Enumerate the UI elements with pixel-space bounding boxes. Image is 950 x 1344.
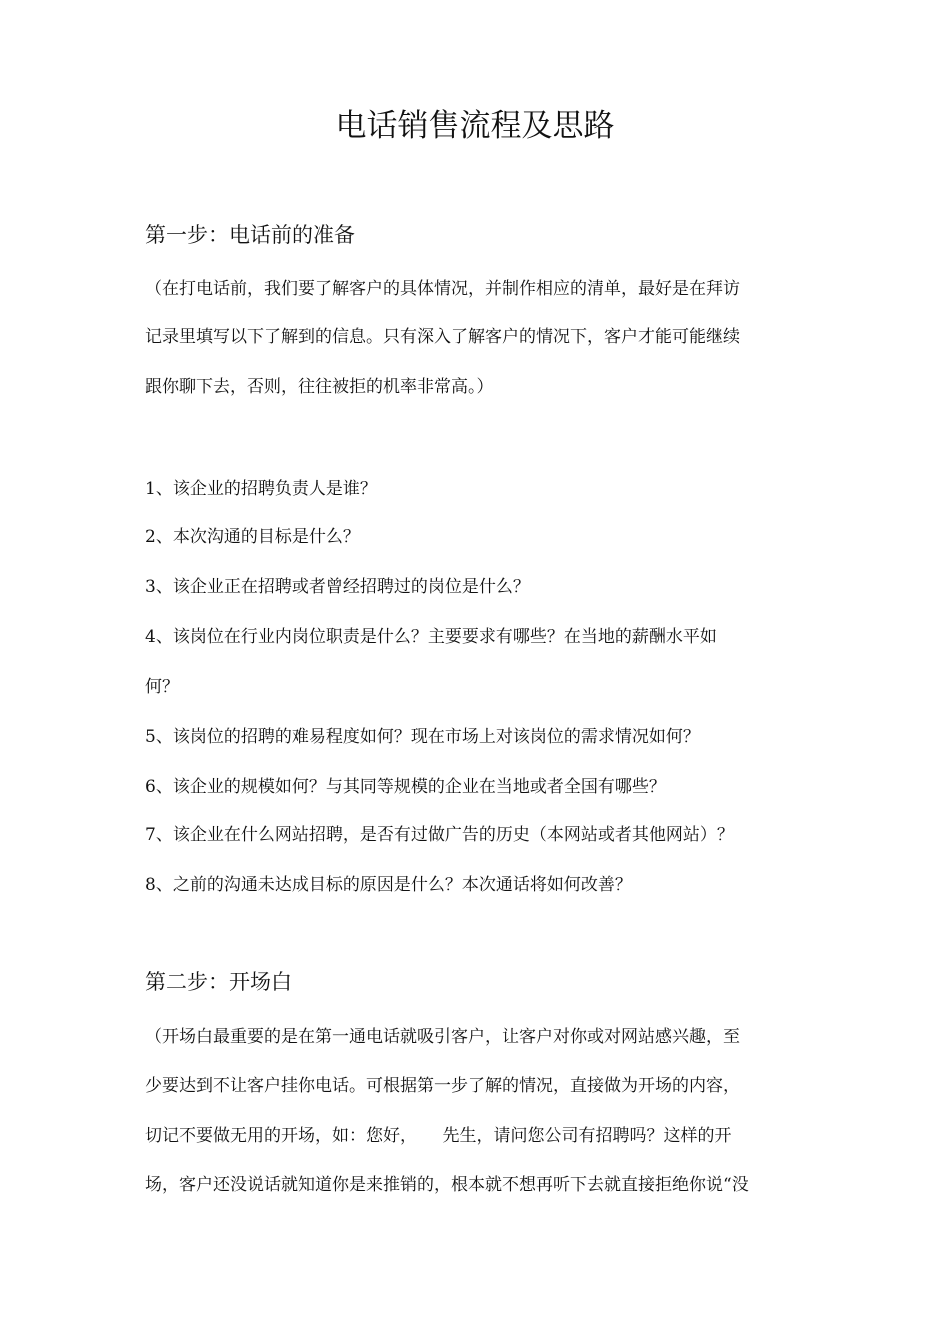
step1-heading: 第一步：电话前的准备 (145, 223, 355, 247)
step2-intro-line: （开场白最重要的是在第一通电话就吸引客户，让客户对你或对网站感兴趣，至 (145, 1027, 740, 1047)
step1-list-item-continued: 何？ (145, 677, 179, 697)
step1-list-item: 1、该企业的招聘负责人是谁？ (145, 479, 377, 499)
step2-intro-line: 场，客户还没说话就知道你是来推销的，根本就不想再听下去就直接拒绝你说“没 (145, 1175, 749, 1195)
step1-list-item: 6、该企业的规模如何？与其同等规模的企业在当地或者全国有哪些？ (145, 777, 666, 797)
step1-list-item: 8、之前的沟通未达成目标的原因是什么？本次通话将如何改善？ (145, 875, 632, 895)
step1-list-item: 7、该企业在什么网站招聘，是否有过做广告的历史（本网站或者其他网站）？ (145, 825, 734, 845)
step2-intro-line: 少要达到不让客户挂你电话。可根据第一步了解的情况，直接做为开场的内容， (145, 1076, 740, 1096)
step1-intro-line: 跟你聊下去，否则，往往被拒的机率非常高。） (145, 377, 494, 397)
step2-intro-line: 切记不要做无用的开场，如：您好， 先生，请问您公司有招聘吗？这样的开 (145, 1126, 732, 1146)
step2-heading: 第二步：开场白 (145, 970, 292, 994)
step1-list-item: 4、该岗位在行业内岗位职责是什么？主要要求有哪些？在当地的薪酬水平如 (145, 627, 717, 647)
step1-intro-line: 记录里填写以下了解到的信息。只有深入了解客户的情况下，客户才能可能继续 (145, 327, 740, 347)
step1-list-item: 5、该岗位的招聘的难易程度如何？现在市场上对该岗位的需求情况如何？ (145, 727, 700, 747)
document-title: 电话销售流程及思路 (335, 108, 615, 144)
step1-intro-line: （在打电话前，我们要了解客户的具体情况，并制作相应的清单，最好是在拜访 (145, 279, 740, 299)
step1-list-item: 2、本次沟通的目标是什么？ (145, 527, 360, 547)
step1-list-item: 3、该企业正在招聘或者曾经招聘过的岗位是什么？ (145, 577, 530, 597)
